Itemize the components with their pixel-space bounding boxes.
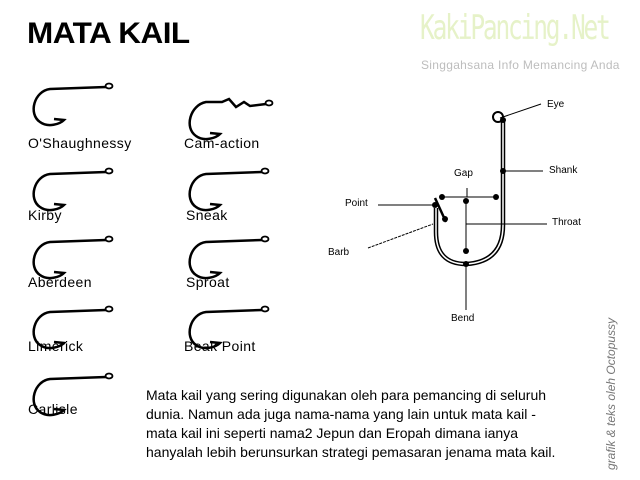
hook-label: Aberdeen: [28, 274, 92, 290]
hook-label: Beak Point: [184, 338, 256, 354]
hook-body: [436, 120, 503, 264]
label-barb: Barb: [328, 247, 350, 258]
description-line: Mata kail yang sering digunakan oleh para pemancing di seluruh: [146, 387, 547, 403]
description-line: dunia. Namun ada juga nama-nama yang lain untuk mata kail -: [146, 406, 536, 422]
description-line: mata kail ini seperti nama2 Jepun dan Eropah dimana ianya: [146, 425, 519, 441]
barb-leader: [368, 224, 433, 248]
description-paragraph: [146, 386, 555, 462]
hook-label: Carlisle: [28, 401, 78, 417]
hook-label: Sneak: [186, 207, 228, 223]
label-shank: Shank: [549, 165, 578, 176]
description-line: hanyalah lebih berunsurkan strategi pemasaran jenama mata kail.: [146, 444, 556, 460]
hook-label: Cam-action: [184, 135, 260, 151]
hook-label: O'Shaughnessy: [28, 135, 132, 151]
hook-label: Sproat: [186, 274, 230, 290]
label-point: Point: [345, 198, 368, 209]
label-gap: Gap: [454, 168, 473, 179]
label-throat: Throat: [552, 217, 581, 228]
page-title: MATA KAIL: [27, 17, 190, 50]
label-bend: Bend: [451, 313, 475, 324]
eye-leader: [500, 104, 541, 118]
brand-tagline: Singgahsana Info Memancing Anda: [421, 58, 620, 72]
hook-label: Kirby: [28, 207, 62, 223]
brand-logo: KakiPancing.Net: [420, 8, 609, 48]
label-eye: Eye: [547, 99, 565, 110]
credit-text: grafik & teks oleh Octopussy: [604, 317, 618, 470]
hook-label: Limerick: [28, 338, 84, 354]
